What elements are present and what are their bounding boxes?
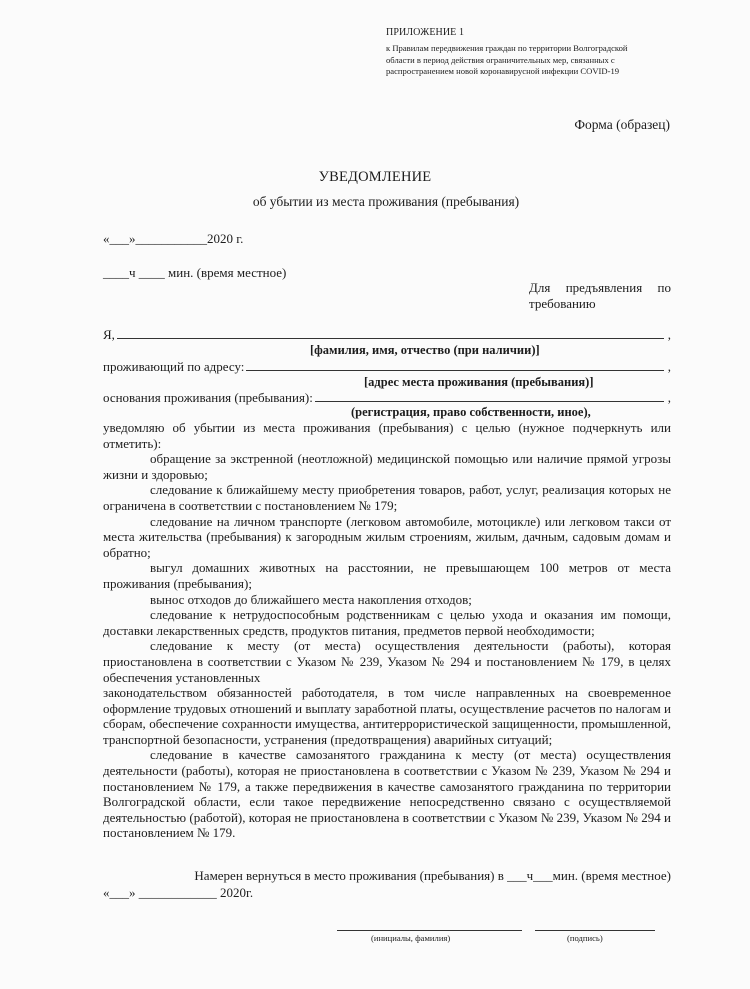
signature-field[interactable] (535, 930, 655, 931)
purpose-option[interactable]: следование на личном транспорте (легковом автомобиле, мотоцикле) или легковом такси от места жительства (пребывания) к загородным жилым строениям, жилым, дачным, садовым домам и обратно; (103, 513, 671, 560)
purpose-option[interactable]: выгул домашних животных на расстоянии, не превышающем 100 метров от места проживания (пребывания); (103, 560, 671, 591)
presentation-note-line: Для предъявления по (529, 280, 671, 295)
form-sample-label: Форма (образец) (574, 117, 670, 132)
signature-caption: (подпись) (567, 933, 603, 943)
purpose-intro: уведомляю об убытии из места проживания (пребывания) с целью (нужное подчеркнуть или отметить): (103, 420, 671, 451)
initials-field[interactable] (337, 930, 522, 931)
appendix-subtitle-line: области в период действия ограничительных мер, связанных с (386, 54, 615, 65)
document-subtitle: об убытии из места проживания (пребывания) (252, 194, 520, 209)
name-field[interactable] (117, 328, 664, 339)
purpose-option-self-employed[interactable]: следование в качестве самозанятого гражданина к месту (от места) осуществления деятельности (работы), которая не приостановлена в соответствии с Указом № 239, Указом № 294 и постановлением № 179, а также передвижения в качестве самозанятого гражданина по территории Волгоградской области, если такое передвижение непосредственно связано с осуществляемой деятельностью (работой), которая не приостановлена в соответствии с Указом № 239, Указом № 294 и постановлением № 179. (103, 747, 671, 841)
work-line: следование к месту (от места) осуществления деятельности (работы), которая (150, 638, 671, 654)
work-line: обеспечения установленных (103, 669, 261, 685)
appendix-title: ПРИЛОЖЕНИЕ 1 (386, 27, 465, 38)
address-field-caption: [адрес места проживания (пребывания)] (364, 375, 594, 389)
purpose-option[interactable]: вынос отходов до ближайшего места накопления отходов; (150, 591, 472, 607)
document-title: УВЕДОМЛЕНИЕ (318, 169, 432, 185)
work-line: приостановлена в соответствии с Указом № 239, Указом № 294 и постановлением № 179, в целях (103, 653, 671, 669)
name-field-row (103, 327, 671, 343)
name-field-label: Я, (103, 327, 115, 342)
name-field-caption: [фамилия, имя, отчество (при наличии)] (310, 343, 540, 357)
work-line: законодательством обязанностей работодателя, в том числе направленных на своевременное оформление трудовых отношений и выплату заработной платы, осуществление расчетов по налогам и сборам, обеспечение сохранности имущества, антитеррористической защищенности, промышленной, транспортной безопасности, устранения (предотвращения) аварийных ситуаций; (103, 685, 671, 747)
appendix-subtitle (386, 43, 672, 78)
basis-field-label: основания проживания (пребывания): (103, 390, 313, 405)
appendix-subtitle-line: к Правилам передвижения граждан по территории Волгоградской (386, 43, 628, 53)
initials-caption: (инициалы, фамилия) (371, 933, 451, 943)
purpose-option[interactable]: обращение за экстренной (неотложной) медицинской помощью или наличие прямой угрозы жизни и здоровью; (103, 451, 671, 482)
appendix-subtitle-line: распространением новой коронавирусной инфекции COVID-19 (386, 66, 620, 77)
basis-field-row (103, 390, 671, 406)
basis-field-caption: (регистрация, право собственности, иное), (351, 405, 591, 419)
purpose-option[interactable]: следование к нетрудоспособным родственникам с целью ухода и оказания им помощи, доставки лекарственных средств, продуктов питания, предметов первой необходимости; (103, 607, 671, 638)
presentation-note-line: требованию (529, 296, 596, 311)
notification-body (103, 420, 671, 841)
address-field-end: , (667, 359, 671, 374)
presentation-note (529, 280, 671, 312)
address-field-row (103, 359, 671, 375)
purpose-option[interactable]: следование к ближайшему месту приобретения товаров, работ, услуг, реализация которых не ограничена в соответствии с постановлением № 179; (103, 482, 671, 513)
address-field-label: проживающий по адресу: (103, 359, 245, 374)
date-line: «___»___________2020 г. (103, 231, 244, 246)
return-date: «___» ____________ 2020г. (103, 885, 254, 900)
name-field-end: , (667, 327, 671, 342)
return-line: Намерен вернуться в место проживания (пребывания) в ___ч___мин. (время местное) (194, 868, 671, 883)
address-field[interactable] (246, 360, 663, 371)
basis-field[interactable] (315, 391, 664, 402)
time-line: ____ч ____ мин. (время местное) (103, 265, 287, 280)
purpose-option-work[interactable] (103, 638, 671, 747)
basis-field-end: , (667, 390, 671, 405)
